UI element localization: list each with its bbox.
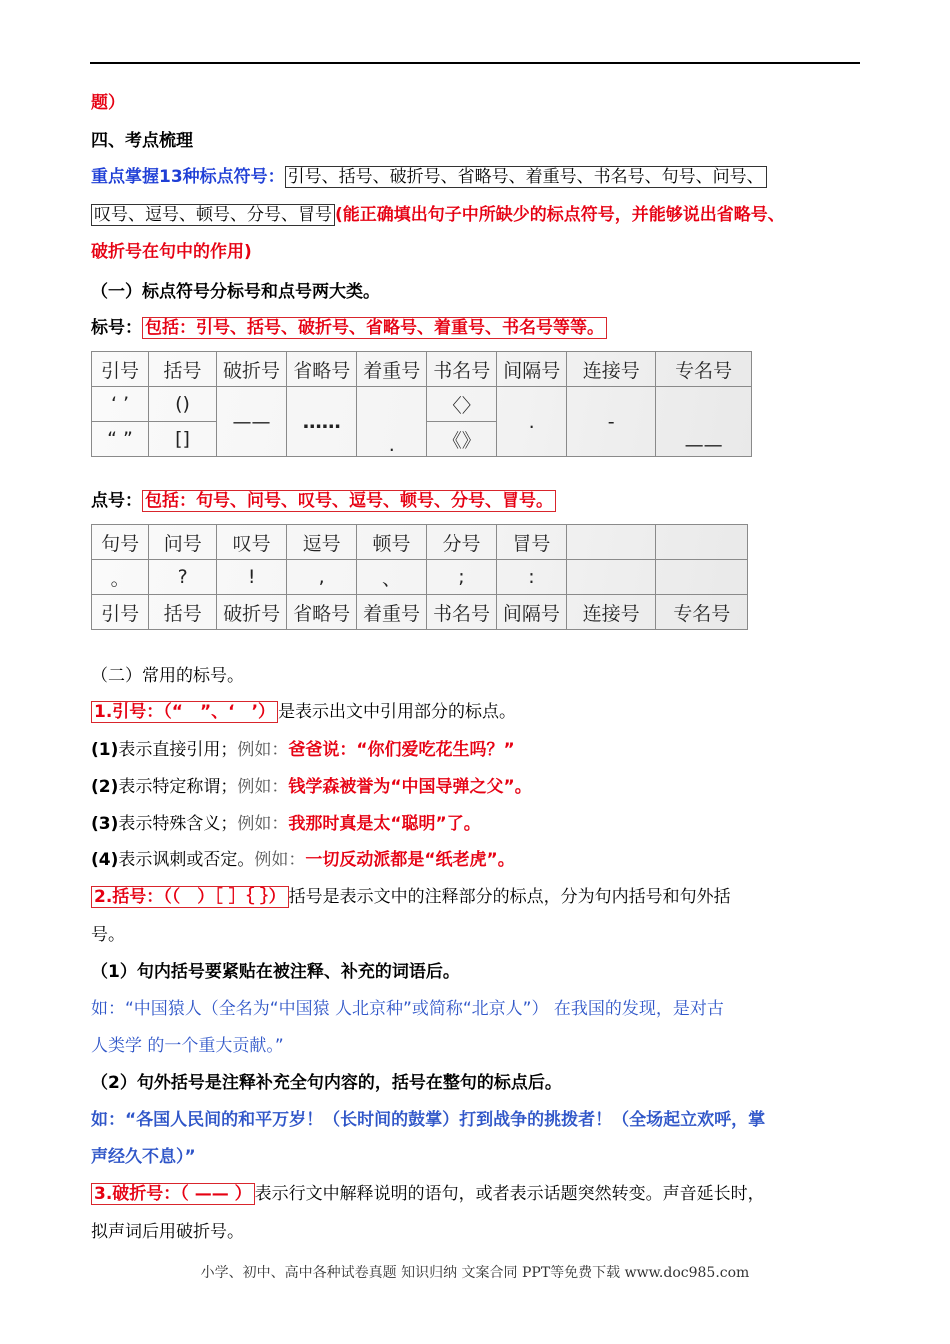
item-example: 我那时真是太“聪明”了。 [288, 814, 481, 834]
table-cell: 分号 [427, 525, 497, 560]
table-cell: 、 [357, 560, 427, 595]
table-cell: 书名号 [427, 352, 497, 387]
focus-note-1: (能正确填出句子中所缺少的标点符号，并能够说出省略号、 [335, 205, 785, 225]
pozhe-box: 3.破折号：（ —— ） [91, 1183, 255, 1205]
kuohao-desc-1: 括号是表示文中的注释部分的标点，分为句内括号和句外括 [288, 887, 731, 907]
inner-bracket-example-2: 人类学 的一个重大贡献。” [91, 1036, 284, 1056]
yinhao-item-1 [91, 738, 515, 762]
table-row [92, 352, 752, 387]
focus-line-2 [91, 203, 785, 227]
item-eg: 例如： [237, 740, 289, 760]
biaohao-line [91, 316, 607, 340]
yinhao-item-4 [91, 848, 515, 872]
table-cell: 〈〉 [427, 387, 497, 422]
table-cell: 问号 [149, 525, 217, 560]
item-text: 表示讽刺或否定。 [118, 850, 255, 870]
table-cell: 间隔号 [496, 595, 566, 630]
table-cell: 着重号 [357, 595, 427, 630]
table-cell: ? [149, 560, 217, 595]
table-cell: 冒号 [496, 525, 566, 560]
yinhao-item-3 [91, 812, 481, 836]
table-cell: 《》 [427, 422, 497, 457]
item-number: (2) [91, 777, 119, 797]
table-cell: 连接号 [567, 352, 656, 387]
inner-bracket-rule: （1）句内括号要紧贴在被注释、补充的词语后。 [91, 962, 460, 982]
table-cell: 顿号 [357, 525, 427, 560]
table-cell: 叹号 [217, 525, 287, 560]
part2-title: （二）常用的标号。 [91, 666, 244, 686]
table-cell: 书名号 [427, 595, 497, 630]
yinhao-line [91, 700, 516, 724]
inner-bracket-example-1: 如：“中国猿人（全名为“中国猿 人北京种”或简称“北京人”） 在我国的发现，是对古 [91, 999, 724, 1019]
focus-line-1 [91, 165, 767, 189]
table-cell: —— [216, 387, 286, 457]
item-eg: 例如： [237, 777, 289, 797]
focus-boxed-2: 叹号、逗号、顿号、分号、冒号 [91, 204, 335, 226]
table-cell: 引号 [92, 595, 149, 630]
table-row [92, 560, 748, 595]
yinhao-desc: 是表示出文中引用部分的标点。 [278, 702, 517, 722]
table-cell: 省略号 [287, 352, 357, 387]
table-cell: 专名号 [656, 352, 752, 387]
table-cell [566, 525, 656, 560]
table-cell: 专名号 [656, 595, 748, 630]
item-example: 爸爸说：“你们爱吃花生吗？” [288, 740, 515, 760]
table-cell: —— [656, 387, 752, 457]
dianhao-box: 包括：句号、问号、叹号、逗号、顿号、分号、冒号。 [142, 490, 556, 512]
item-example: 一切反动派都是“纸老虎”。 [305, 850, 515, 870]
item-number: (1) [91, 740, 119, 760]
table-cell: . [357, 387, 427, 457]
dianhao-table [91, 524, 748, 630]
table-cell: . [497, 387, 567, 457]
table-cell: 逗号 [287, 525, 357, 560]
pozhe-line [91, 1182, 765, 1206]
table-cell: 句号 [92, 525, 149, 560]
table-cell: 破折号 [217, 595, 287, 630]
table-row [92, 525, 748, 560]
dianhao-label: 点号： [91, 491, 142, 511]
item-text: 表示特定称谓； [118, 777, 238, 797]
part1-title: （一）标点符号分标号和点号两大类。 [91, 282, 380, 302]
table-cell: : [496, 560, 566, 595]
table-cell: 着重号 [357, 352, 427, 387]
table-cell: 省略号 [287, 595, 357, 630]
yinhao-box: 1.引号：（“ ”、‘ ’） [91, 701, 278, 723]
table-cell: () [149, 387, 217, 422]
kuohao-line [91, 885, 731, 909]
item-text: 表示特殊含义； [118, 814, 238, 834]
table-cell: 括号 [149, 352, 217, 387]
kuohao-box: 2.括号：（（ ）［ ］｛ ｝） [91, 886, 289, 908]
table-cell: 破折号 [216, 352, 286, 387]
item-eg: 例如： [237, 814, 289, 834]
page-footer: 小学、初中、高中各种试卷真题 知识归纳 文案合同 PPT等免费下载 www.doc985.com [200, 1265, 750, 1281]
outer-bracket-rule: （2）句外括号是注释补充全句内容的，括号在整句的标点后。 [91, 1073, 562, 1093]
item-number: (3) [91, 814, 119, 834]
table-cell: ! [217, 560, 287, 595]
item-text: 表示直接引用； [118, 740, 238, 760]
table-cell [566, 560, 656, 595]
item-example: 钱学森被誉为“中国导弹之父”。 [288, 777, 532, 797]
header-rule [90, 62, 860, 64]
table-cell: ; [427, 560, 497, 595]
kuohao-desc-2: 号。 [91, 925, 125, 945]
yinhao-item-2 [91, 775, 532, 799]
header-tail: 题） [91, 93, 125, 113]
outer-bracket-example-2: 声经久不息）” [91, 1147, 196, 1167]
table-cell: - [567, 387, 656, 457]
biaohao-label: 标号： [91, 318, 142, 338]
focus-lead: 重点掌握13种标点符号： [91, 167, 285, 187]
table-cell [656, 525, 748, 560]
section-title: 四、考点梳理 [91, 131, 193, 151]
item-eg: 例如： [254, 850, 306, 870]
item-number: (4) [91, 850, 119, 870]
table-cell: 引号 [92, 352, 149, 387]
table-cell: …… [287, 387, 357, 457]
table-cell: , [287, 560, 357, 595]
table-cell: 括号 [149, 595, 217, 630]
focus-note-2: 破折号在句中的作用) [91, 242, 252, 262]
dianhao-line [91, 489, 556, 513]
table-cell: 。 [92, 560, 149, 595]
focus-boxed-1: 引号、括号、破折号、省略号、着重号、书名号、句号、问号、 [285, 166, 767, 188]
table-cell: “ ” [92, 422, 149, 457]
pozhe-desc-2: 拟声词后用破折号。 [91, 1222, 244, 1242]
table-cell: 连接号 [566, 595, 656, 630]
biaohao-table [91, 351, 752, 457]
table-cell: ‘ ’ [92, 387, 149, 422]
table-row [92, 595, 748, 630]
biaohao-box: 包括：引号、括号、破折号、省略号、着重号、书名号等等。 [142, 317, 607, 339]
table-cell: [] [149, 422, 217, 457]
table-cell: 间隔号 [497, 352, 567, 387]
outer-bracket-example-1: 如：“各国人民间的和平万岁！（长时间的鼓掌）打到战争的挑拨者！（全场起立欢呼，掌 [91, 1110, 766, 1130]
pozhe-desc-1: 表示行文中解释说明的语句，或者表示话题突然转变。声音延长时， [254, 1184, 765, 1204]
table-row [92, 387, 752, 422]
table-cell [656, 560, 748, 595]
